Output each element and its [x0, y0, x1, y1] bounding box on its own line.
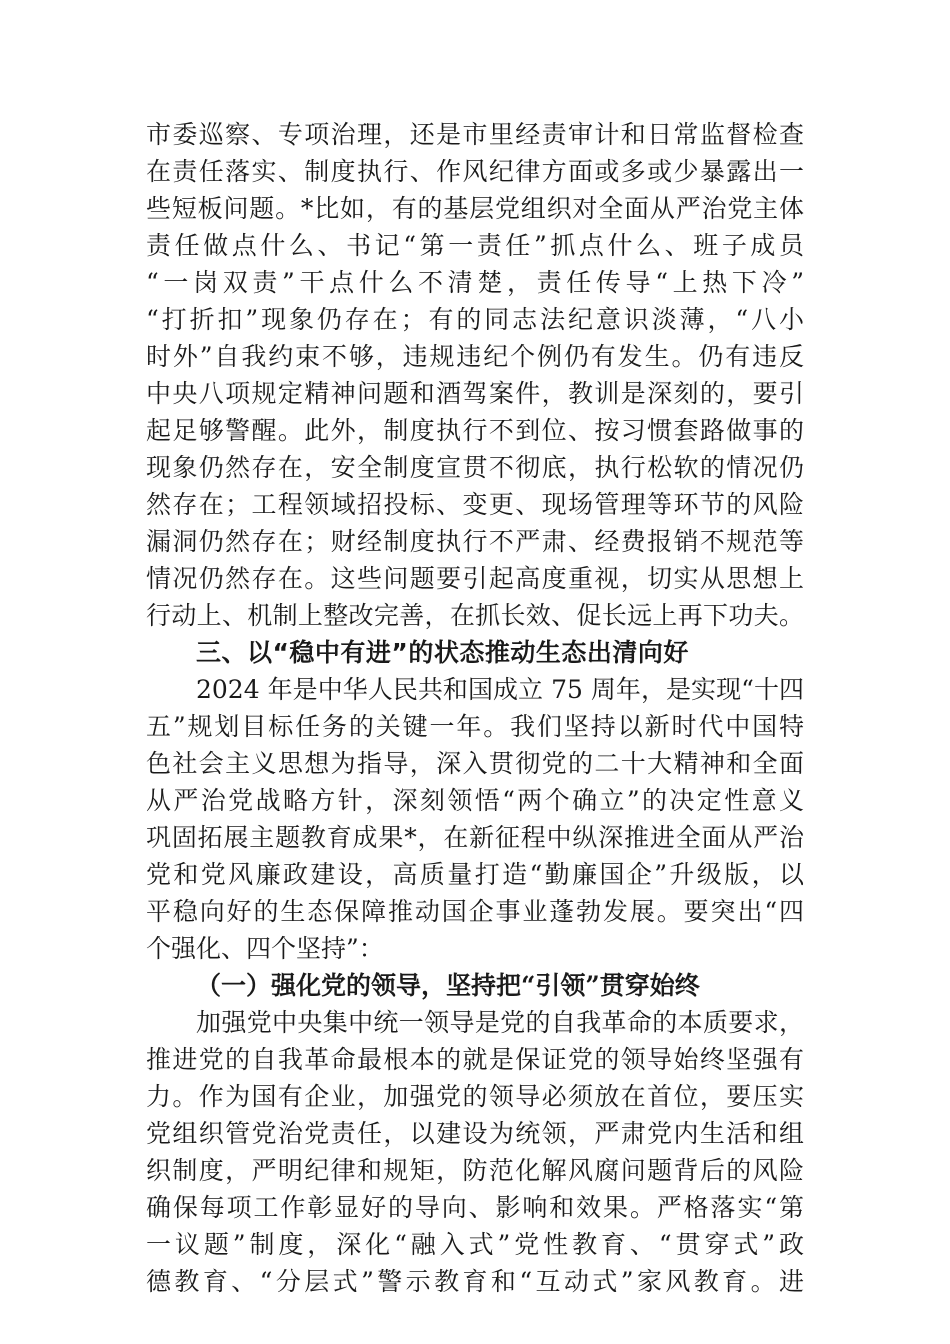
- text-line: 市委巡察、专项治理，还是市里经责审计和日常监督检查: [146, 120, 804, 149]
- section-heading: （一）强化党的领导，坚持把“引领”贯穿始终: [196, 971, 700, 1000]
- text-line: 行动上、机制上整改完善，在抓长效、促长远上再下功夫。: [146, 601, 804, 630]
- text-line: “一岗双责”干点什么不清楚，责任传导“上热下冷”: [146, 268, 804, 297]
- text-line: 五”规划目标任务的关键一年。我们坚持以新时代中国特: [146, 712, 804, 741]
- text-line: 2024 年是中华人民共和国成立 75 周年，是实现“十四: [196, 675, 804, 704]
- text-line: 党和党风廉政建设，高质量打造“勤廉国企”升级版，以: [146, 860, 804, 889]
- text-line: 中央八项规定精神问题和酒驾案件，教训是深刻的，要引: [146, 379, 804, 408]
- text-line: 责任做点什么、书记“第一责任”抓点什么、班子成员: [146, 231, 804, 260]
- text-line: 力。作为国有企业，加强党的领导必须放在首位，要压实: [146, 1082, 804, 1111]
- text-line: 色社会主义思想为指导，深入贯彻党的二十大精神和全面: [146, 749, 804, 778]
- text-line: 德教育、“分层式”警示教育和“互动式”家风教育。进: [146, 1267, 804, 1296]
- text-line: 时外”自我约束不够，违规违纪个例仍有发生。仍有违反: [146, 342, 804, 371]
- text-line: 漏洞仍然存在；财经制度执行不严肃、经费报销不规范等: [146, 527, 804, 556]
- text-line: 从严治党战略方针，深刻领悟“两个确立”的决定性意义: [146, 786, 804, 815]
- text-line: 织制度，严明纪律和规矩，防范化解风腐问题背后的风险: [146, 1156, 804, 1185]
- text-line: 巩固拓展主题教育成果*，在新征程中纵深推进全面从严治: [146, 823, 804, 852]
- text-line: 然存在；工程领域招投标、变更、现场管理等环节的风险: [146, 490, 804, 519]
- text-line: 党组织管党治党责任，以建设为统领，严肃党内生活和组: [146, 1119, 804, 1148]
- document-page: [146, 116, 804, 1300]
- text-line: 推进党的自我革命最根本的就是保证党的领导始终坚强有: [146, 1045, 804, 1074]
- text-line: 平稳向好的生态保障推动国企事业蓬勃发展。要突出“四: [146, 897, 804, 926]
- text-line: 些短板问题。*比如，有的基层党组织对全面从严治党主体: [146, 194, 804, 223]
- text-line: 在责任落实、制度执行、作风纪律方面或多或少暴露出一: [146, 157, 804, 186]
- section-heading: 三、以“稳中有进”的状态推动生态出清向好: [196, 638, 689, 667]
- text-line: “打折扣”现象仍存在；有的同志法纪意识淡薄，“八小: [146, 305, 804, 334]
- text-line: 个强化、四个坚持”：: [146, 934, 384, 963]
- text-line: 情况仍然存在。这些问题要引起高度重视，切实从思想上: [146, 564, 804, 593]
- text-line: 起足够警醒。此外，制度执行不到位、按习惯套路做事的: [146, 416, 804, 445]
- text-line: 确保每项工作彰显好的导向、影响和效果。严格落实“第: [146, 1193, 804, 1222]
- text-line: 加强党中央集中统一领导是党的自我革命的本质要求，: [196, 1008, 804, 1037]
- text-line: 现象仍然存在，安全制度宣贯不彻底，执行松软的情况仍: [146, 453, 804, 482]
- text-line: 一议题”制度，深化“融入式”党性教育、“贯穿式”政: [146, 1230, 804, 1259]
